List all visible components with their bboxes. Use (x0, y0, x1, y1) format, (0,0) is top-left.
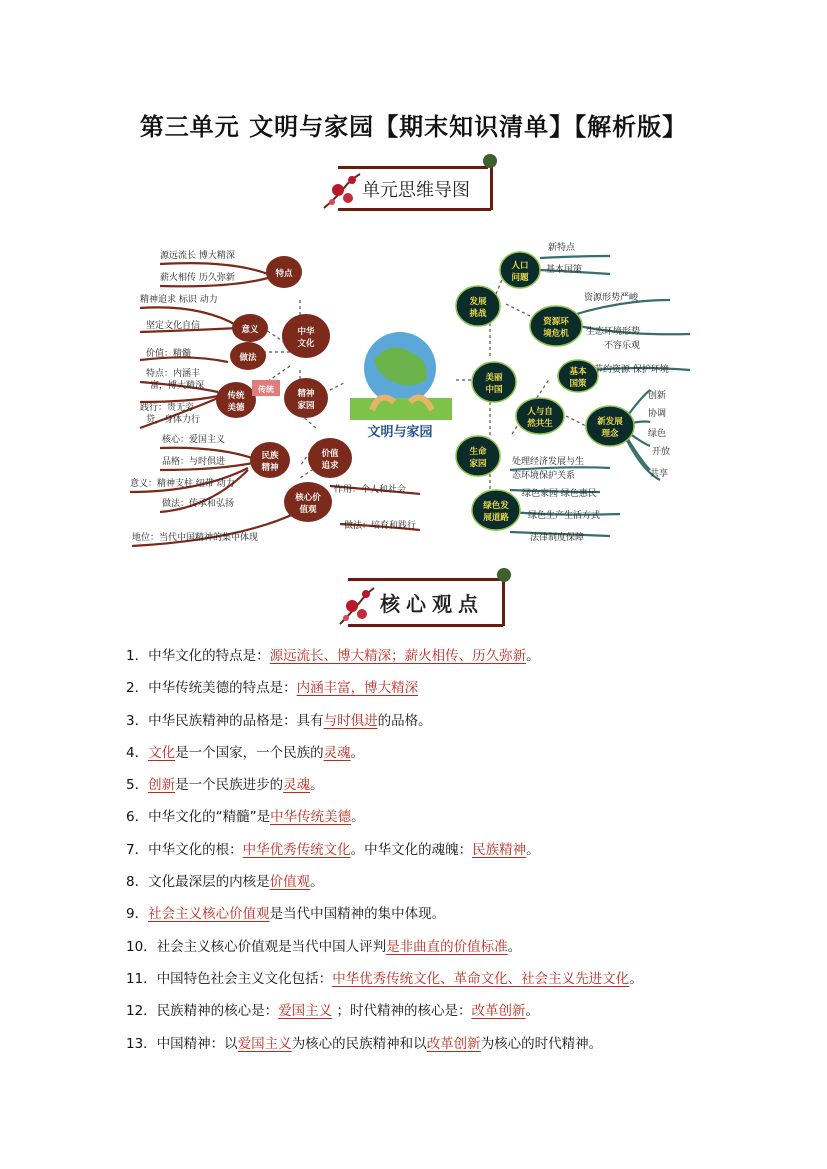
node-minzu-1: 民族 (261, 451, 279, 461)
answer-text: 中华优秀传统文化 (242, 841, 351, 858)
item-text: 是当代中国精神的集中体现。 (269, 906, 446, 923)
leaf: 新特点 (548, 243, 576, 253)
green-dot-icon (497, 568, 511, 582)
node-xinfazhan-2: 理念 (601, 429, 619, 439)
item-text: 中国特色社会主义文化包括： (156, 970, 333, 987)
leaf: 基本国策 (546, 265, 583, 275)
section-header-core-points (338, 570, 518, 630)
answer-text: 创新 (148, 777, 176, 794)
answer-text: 改革创新 (426, 1035, 481, 1052)
item-number: 1． (126, 648, 149, 664)
leaf: 品格：与时俱进 (162, 457, 226, 467)
item-number: 10． (126, 938, 157, 955)
leaf: 特点：内涵丰 (146, 369, 201, 379)
node-renkou-1: 人口 (511, 261, 529, 271)
node-yiyi: 意义 (241, 325, 259, 335)
section-header-mindmap (318, 156, 498, 214)
node-zhonghua-2: 文化 (297, 339, 315, 349)
item-number: 4． (126, 744, 149, 761)
item-text: 社会主义核心价值观是当代中国人评判 (156, 938, 387, 955)
item-number: 6． (126, 809, 149, 826)
item-text: 中华文化的特点是： (148, 648, 270, 664)
core-point-item (126, 931, 766, 963)
item-text: 。 (507, 938, 522, 955)
answer-text: 文化 (148, 744, 176, 761)
node-ziyuan-1: 资源环 (543, 317, 569, 327)
leaf: 资源形势严峻 (584, 293, 639, 303)
node-renyuziran-1: 人与自 (527, 407, 553, 417)
node-chuantong-2: 美德 (227, 403, 245, 413)
leaf: 核心：爱国主义 (162, 435, 226, 445)
item-number: 13． (126, 1035, 157, 1052)
item-number: 8． (126, 874, 149, 891)
leaf: 地位：当代中国精神的集中体现 (132, 533, 259, 543)
item-text: 文化最深层的内核是 (148, 874, 270, 891)
item-number: 3． (126, 712, 149, 729)
item-text: 。 (350, 744, 365, 761)
answer-text: 灵魂 (323, 744, 351, 761)
item-text: 民族精神的核心是： (156, 1003, 279, 1020)
item-number: 11． (126, 970, 157, 987)
core-points-list (126, 640, 766, 1060)
answer-text: 社会主义核心价值观 (148, 906, 270, 923)
core-point-item (126, 866, 766, 898)
leaf: 坚定文化自信 (146, 321, 201, 331)
leaf: 绿色家园 绿色惠民 (522, 489, 597, 499)
answer-text: 内涵丰富，博大精深 (296, 680, 419, 697)
node-shengming-2: 家园 (469, 459, 487, 469)
node-zuofa: 做法 (239, 353, 257, 363)
core-point-item (126, 1028, 766, 1060)
node-meili-2: 中国 (485, 385, 503, 395)
core-point-item (126, 834, 766, 866)
item-text: 。 (351, 809, 365, 826)
node-meili-1: 美丽 (485, 373, 503, 383)
leaf: 法律制度保障 (530, 533, 585, 543)
node-zhonghua-1: 中华 (297, 327, 315, 337)
leaf: 开放 (652, 447, 671, 457)
answer-text: 与时俱进 (323, 712, 378, 729)
core-point-item (126, 640, 766, 672)
answer-text: 爱国主义 (278, 1003, 333, 1020)
leaf: 做法：传承和弘扬 (162, 499, 235, 509)
leaf: 协调 (648, 409, 667, 419)
mindmap-center-label: 文明与家园 (367, 425, 433, 440)
item-text: 是一个国家，一个民族的 (175, 744, 324, 761)
section-title: 核心观点 (380, 592, 484, 616)
node-jiben-1: 基本 (569, 367, 587, 377)
core-point-item (126, 672, 766, 704)
item-number: 5． (126, 777, 149, 794)
core-point-item (126, 769, 766, 801)
answer-text: 源远流长、博大精深；薪火相传、历久弥新 (269, 648, 527, 664)
answer-text: 中华传统美德 (270, 809, 352, 826)
leaf: 价值：精髓 (146, 349, 192, 359)
node-jingshen-1: 精神 (297, 389, 315, 399)
leaf: 源远流长 博大精深 (160, 251, 235, 261)
page-title: 第三单元 文明与家园【期末知识清单】【解析版】 (139, 113, 688, 141)
answer-text: 改革创新 (471, 1003, 526, 1020)
leaf: 作用：个人和社会 (334, 485, 407, 495)
item-number: 7． (126, 841, 149, 858)
node-lvse-1: 绿色发 (483, 501, 509, 511)
node-fazhan-2: 挑战 (469, 309, 487, 319)
core-point-item (126, 898, 766, 930)
node-hexin-2: 值观 (299, 505, 317, 515)
item-text: 。 (526, 648, 540, 664)
node-fazhan-1: 发展 (469, 297, 487, 307)
core-point-item (126, 995, 766, 1027)
leaf: 精神追求 标识 动力 (140, 295, 218, 305)
item-text: 为核心的时代精神。 (480, 1035, 603, 1052)
answer-text: 灵魂 (283, 777, 311, 794)
leaf: 践行：贵无旁 (140, 403, 195, 413)
node-jingshen-2: 家园 (297, 401, 315, 411)
node-lvse-2: 展道路 (483, 513, 509, 523)
item-text: 的品格。 (377, 712, 432, 729)
leaf: 节约资源 保护环境 (594, 365, 669, 375)
node-chuantong-1: 传统 (227, 391, 245, 401)
leaf: 创新 (648, 391, 667, 401)
leaf: 绿色生产生活方式 (528, 511, 601, 521)
green-dot-icon (483, 154, 497, 168)
leaf: 做法：培育和践行 (344, 521, 417, 531)
leaf: 意义：精神支柱 纽带 动力 (130, 479, 235, 489)
item-number: 12． (126, 1003, 157, 1020)
item-text: 。 (310, 874, 324, 891)
core-point-item (126, 963, 766, 995)
item-text: 中华民族精神的品格是：具有 (148, 712, 324, 729)
leaf: 处理经济发展与生 (512, 457, 585, 467)
leaf: 态环境保护关系 (512, 471, 576, 481)
item-text: 中华文化的根： (148, 841, 243, 858)
item-text: 。 (525, 1003, 539, 1020)
item-text: 为核心的民族精神和以 (291, 1035, 427, 1052)
node-jiazhi-1: 价值 (321, 449, 339, 459)
badge-label: 传统 (258, 385, 274, 394)
node-renkou-2: 问题 (511, 273, 529, 283)
node-renyuziran-2: 然共生 (527, 419, 553, 429)
core-point-item (126, 705, 766, 737)
plum-blossom-icon (338, 582, 378, 630)
center-illustration (346, 330, 456, 440)
item-text: 是一个民族进步的 (175, 777, 284, 794)
node-hexin-1: 核心价 (295, 493, 321, 503)
node-minzu-2: 精神 (261, 463, 279, 473)
item-text: 。 (629, 970, 643, 987)
answer-text: 价值观 (269, 874, 311, 891)
item-text: 中国精神：以 (156, 1035, 238, 1052)
node-shengming-1: 生命 (469, 447, 487, 457)
leaf: 共享 (650, 469, 669, 479)
leaf: 富，博大精深 (150, 381, 205, 391)
node-tedian: 特点 (275, 269, 293, 279)
item-number: 9． (126, 906, 149, 923)
item-number: 2． (126, 680, 149, 697)
item-text: 中华传统美德的特点是： (148, 680, 297, 697)
core-point-item (126, 801, 766, 833)
core-point-item (126, 737, 766, 769)
node-jiben-2: 国策 (569, 379, 587, 389)
item-text: 。中华文化的魂魄： (350, 841, 473, 858)
item-text: 。 (310, 777, 324, 794)
leaf: 生态环境形势 (586, 327, 641, 337)
plum-blossom-icon (322, 168, 364, 214)
node-ziyuan-2: 境危机 (543, 329, 569, 339)
item-text: ；时代精神的核心是： (332, 1003, 472, 1020)
leaf: 不容乐观 (604, 341, 641, 351)
section-title: 单元思维导图 (362, 180, 470, 201)
leaf: 绿色 (648, 429, 667, 439)
item-text: 中华文化的“精髓”是 (148, 809, 271, 826)
node-xinfazhan-1: 新发展 (597, 417, 623, 427)
answer-text: 民族精神 (472, 841, 527, 858)
answer-text: 爱国主义 (237, 1035, 292, 1052)
leaf: 贷，身体力行 (146, 415, 201, 425)
node-jiazhi-2: 追求 (321, 461, 339, 471)
answer-text: 中华优秀传统文化、革命文化、社会主义先进文化 (332, 970, 630, 987)
leaf: 薪火相传 历久弥新 (160, 273, 235, 283)
item-text: 。 (526, 841, 540, 858)
mind-map (0, 230, 827, 560)
answer-text: 是非曲直的价值标准 (386, 938, 508, 955)
